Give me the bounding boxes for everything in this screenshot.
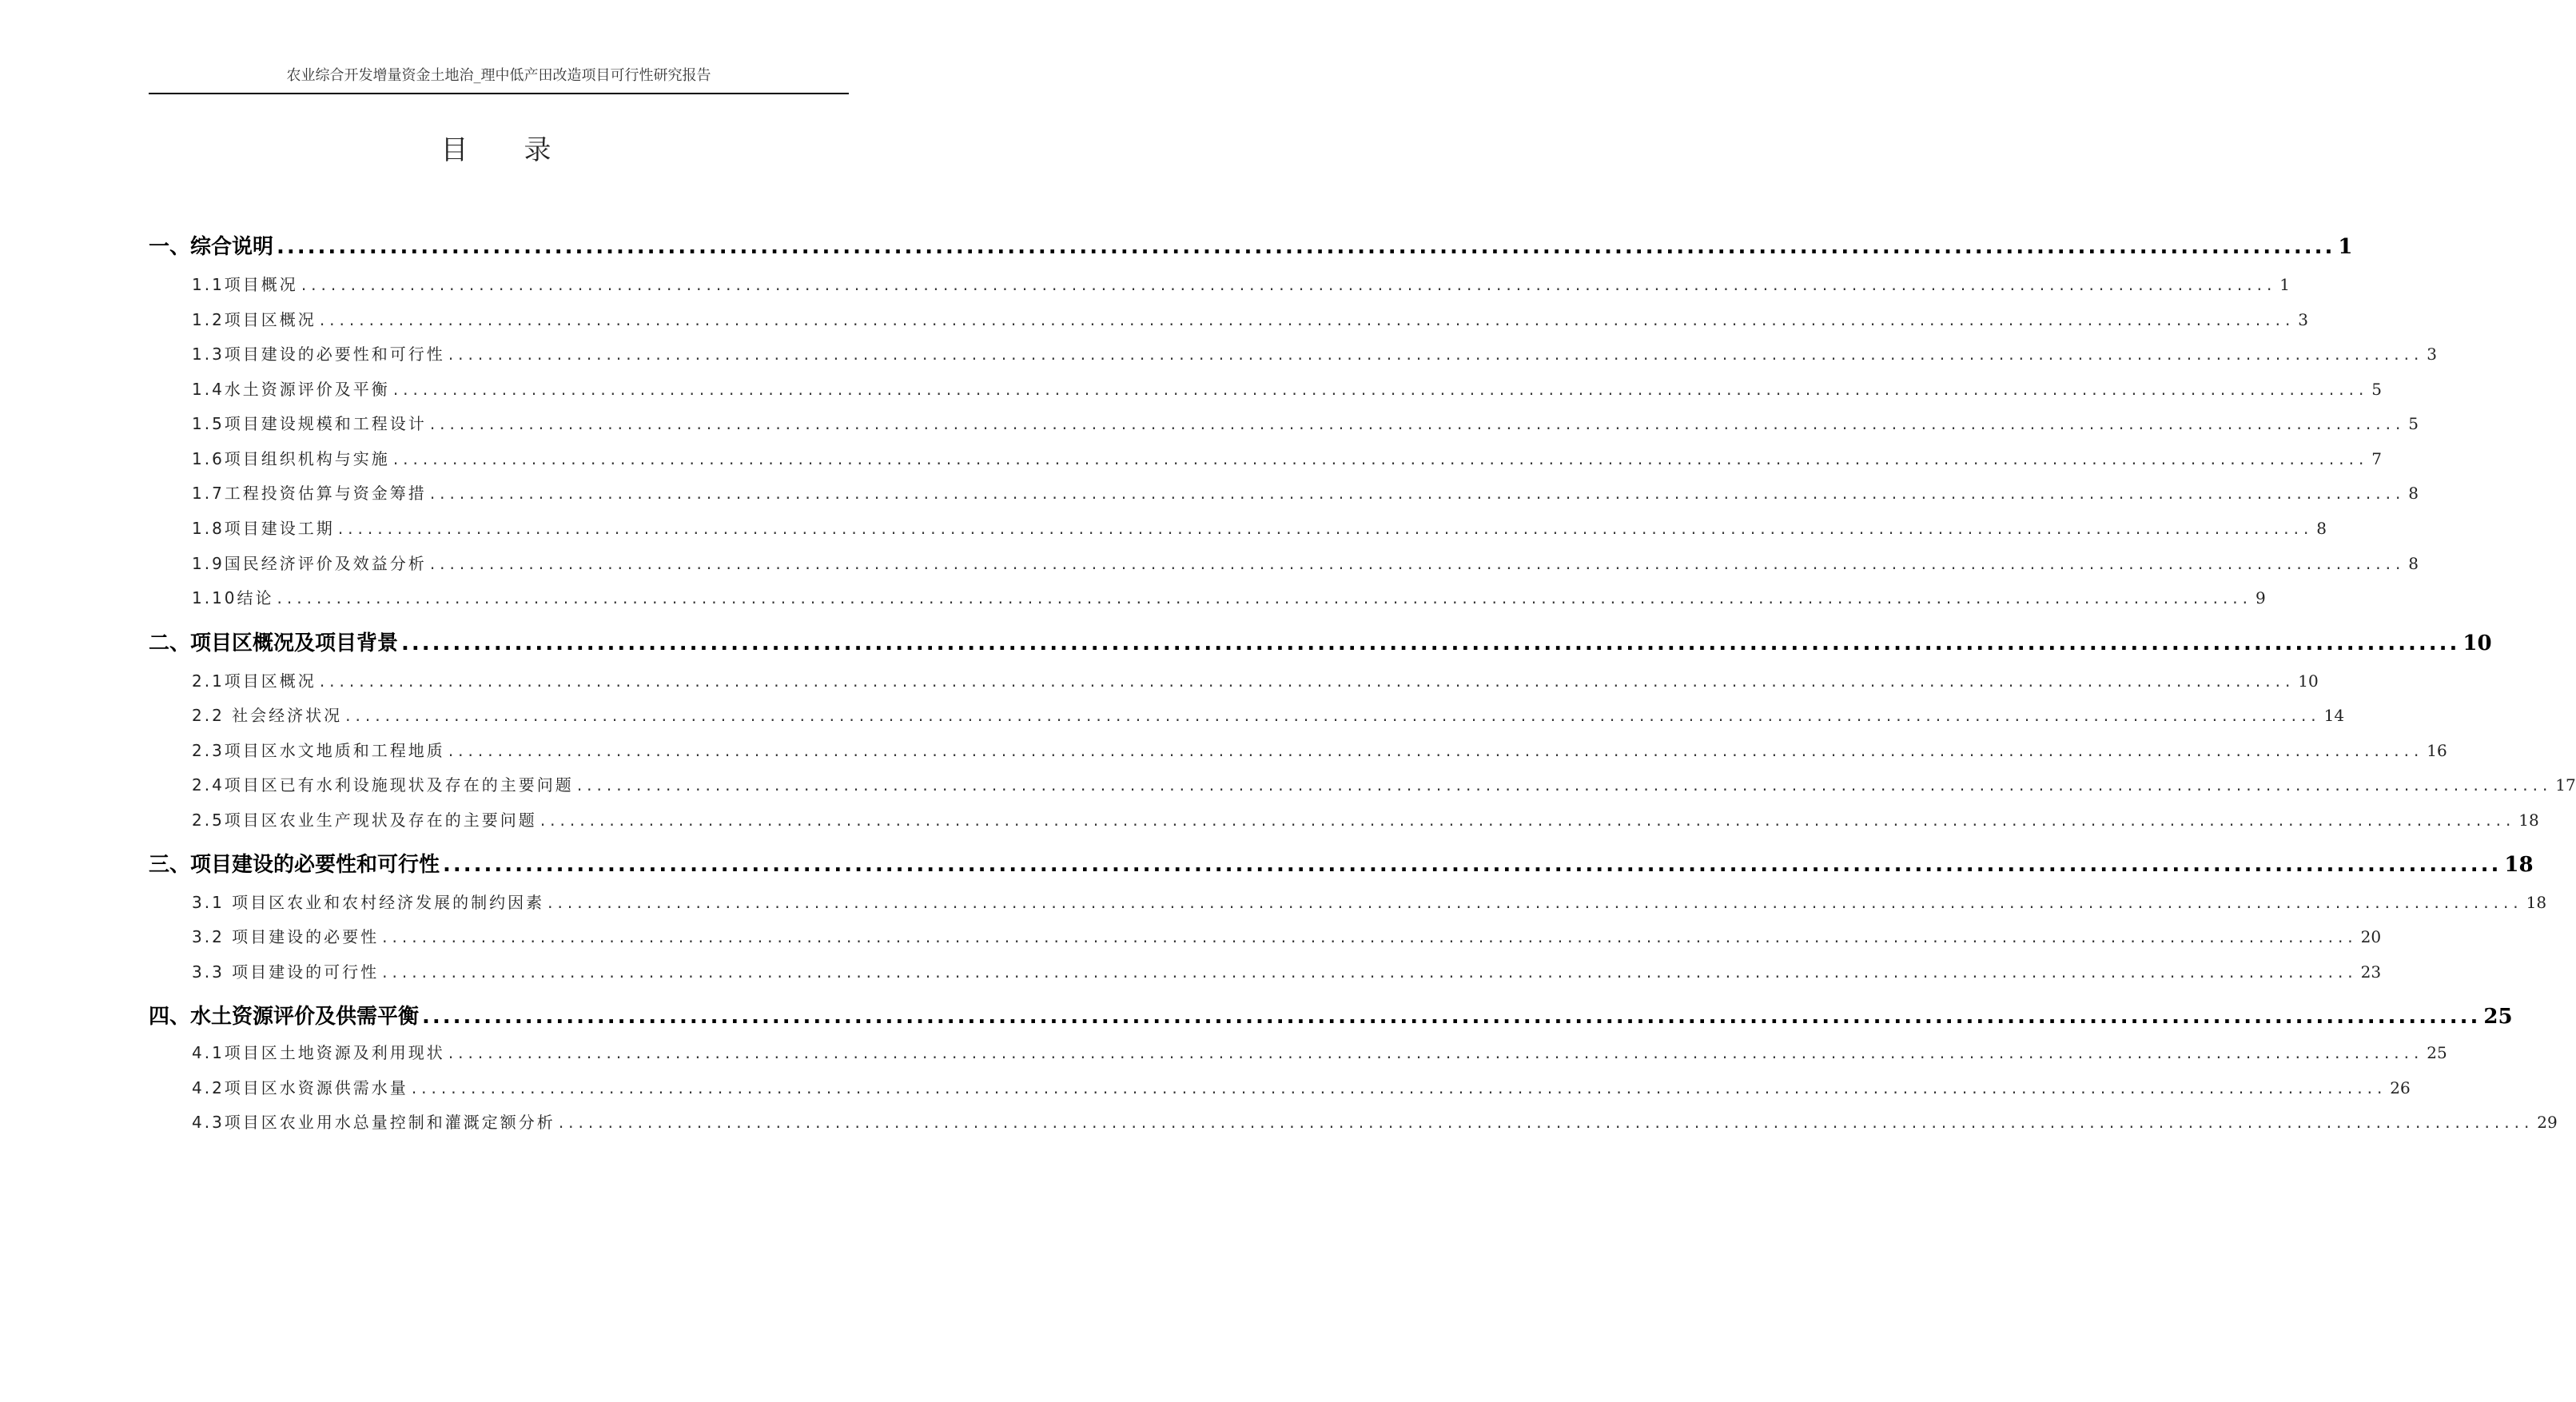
- toc-page-number: 7: [2371, 449, 2383, 468]
- toc-leader-dots: ........................................................................................................................................................................................................: [448, 345, 2424, 364]
- toc-page-number: 25: [2483, 1005, 2513, 1029]
- toc-leader-dots: ........................................................................................................................................................................................................: [429, 554, 2406, 573]
- toc-chapter-entry[interactable]: [149, 1000, 2513, 1030]
- toc-leader-dots: ........................................................................................................................................................................................................: [539, 811, 2516, 830]
- toc-page-number: 9: [2255, 588, 2266, 607]
- toc-entry-label: 1.8项目建设工期: [192, 519, 335, 538]
- toc-page-number: 8: [2316, 519, 2327, 538]
- toc-entry-label: 4.1项目区土地资源及利用现状: [192, 1043, 445, 1062]
- toc-entry-label: 1.3项目建设的必要性和可行性: [192, 345, 445, 364]
- toc-leader-dots: ........................................................................................................................................................................................................: [345, 706, 2321, 725]
- toc-entry-label: 二、项目区概况及项目背景: [149, 631, 399, 655]
- toc-leader-dots: ........................................................................................................................................................................................................: [319, 671, 2295, 691]
- toc-section-entry[interactable]: [149, 772, 2576, 795]
- toc-page-number: 8: [2408, 554, 2419, 573]
- toc-leader-dots: ........................................................................................................................................................................................................: [401, 631, 2460, 655]
- toc-entry-label: 2.2 社会经济状况: [192, 706, 343, 725]
- toc-leader-dots: ........................................................................................................................................................................................................: [558, 1113, 2534, 1132]
- toc-entry-label: 3.3 项目建设的可行性: [192, 962, 380, 982]
- toc-leader-dots: ........................................................................................................................................................................................................: [382, 962, 2358, 982]
- toc-entry-label: 3.1 项目区农业和农村经济发展的制约因素: [192, 893, 545, 912]
- toc-page-number: 3: [2298, 310, 2309, 329]
- toc-leader-dots: ........................................................................................................................................................................................................: [422, 1005, 2481, 1029]
- toc-section-entry[interactable]: [149, 668, 2319, 691]
- toc-leader-dots: ........................................................................................................................................................................................................: [448, 741, 2424, 760]
- toc-page-number: 5: [2371, 380, 2383, 399]
- toc-leader-dots: ........................................................................................................................................................................................................: [443, 853, 2502, 877]
- toc-leader-dots: ........................................................................................................................................................................................................: [277, 588, 2253, 607]
- toc-chapter-entry[interactable]: [149, 230, 2353, 260]
- toc-page-number: 5: [2408, 414, 2419, 433]
- toc-leader-dots: ........................................................................................................................................................................................................: [576, 775, 2553, 795]
- toc-section-entry[interactable]: [149, 1040, 2447, 1063]
- toc-page-number: 10: [2463, 631, 2492, 655]
- toc-leader-dots: ........................................................................................................................................................................................................: [547, 893, 2523, 912]
- toc-section-entry[interactable]: [149, 959, 2382, 982]
- toc-entry-label: 4.3项目区农业用水总量控制和灌溉定额分析: [192, 1113, 555, 1132]
- toc-page-number: 1: [2338, 235, 2353, 259]
- toc-leader-dots: ........................................................................................................................................................................................................: [429, 484, 2406, 503]
- toc-entry-label: 1.2项目区概况: [192, 310, 317, 329]
- toc-page-number: 1: [2279, 275, 2291, 294]
- toc-section-entry[interactable]: [149, 272, 2291, 295]
- toc-leader-dots: ........................................................................................................................................................................................................: [392, 449, 2369, 468]
- toc-entry-label: 1.10结论: [192, 588, 274, 607]
- toc-section-entry[interactable]: [149, 307, 2309, 330]
- toc-section-entry[interactable]: [149, 807, 2539, 830]
- toc-page-number: 18: [2518, 811, 2539, 830]
- toc-section-entry[interactable]: [149, 924, 2382, 947]
- toc-page-number: 25: [2427, 1043, 2447, 1062]
- toc-page-number: 26: [2390, 1078, 2411, 1097]
- toc-section-entry[interactable]: [149, 1075, 2411, 1098]
- toc-leader-dots: ........................................................................................................................................................................................................: [411, 1078, 2387, 1097]
- toc-page-number: 23: [2360, 962, 2382, 982]
- toc-page-number: 17: [2555, 775, 2576, 795]
- toc-entry-label: 1.1项目概况: [192, 275, 298, 294]
- toc-entry-label: 四、水土资源评价及供需平衡: [149, 1005, 420, 1029]
- toc-section-entry[interactable]: [149, 480, 2419, 504]
- toc-page-number: 10: [2298, 671, 2319, 691]
- toc-entry-label: 2.1项目区概况: [192, 671, 317, 691]
- toc-leader-dots: ........................................................................................................................................................................................................: [319, 310, 2295, 329]
- toc-page-number: 18: [2526, 893, 2547, 912]
- toc-chapter-entry[interactable]: [149, 627, 2492, 656]
- toc-entry-label: 三、项目建设的必要性和可行性: [149, 853, 440, 877]
- toc-section-entry[interactable]: [149, 411, 2419, 434]
- toc-leader-dots: ........................................................................................................................................................................................................: [382, 927, 2358, 946]
- toc-section-entry[interactable]: [149, 585, 2266, 608]
- toc-page-number: 20: [2360, 927, 2382, 946]
- toc-section-entry[interactable]: [149, 1109, 2558, 1133]
- toc-leader-dots: ........................................................................................................................................................................................................: [277, 235, 2335, 259]
- toc-section-entry[interactable]: [149, 516, 2327, 539]
- toc-section-entry[interactable]: [149, 551, 2419, 574]
- toc-page-number: 29: [2537, 1113, 2558, 1132]
- toc-section-entry[interactable]: [149, 341, 2438, 364]
- toc-entry-label: 2.3项目区水文地质和工程地质: [192, 741, 445, 760]
- toc-entry-label: 1.6项目组织机构与实施: [192, 449, 390, 468]
- toc-chapter-entry[interactable]: [149, 848, 2534, 878]
- toc-entry-label: 一、综合说明: [149, 235, 274, 259]
- toc-page-number: 8: [2408, 484, 2419, 503]
- toc-entry-label: 1.9国民经济评价及效益分析: [192, 554, 427, 573]
- toc-entry-label: 4.2项目区水资源供需水量: [192, 1078, 408, 1097]
- toc-page-number: 18: [2504, 853, 2534, 877]
- toc-entry-label: 2.4项目区已有水利设施现状及存在的主要问题: [192, 775, 574, 795]
- toc-leader-dots: ........................................................................................................................................................................................................: [448, 1043, 2424, 1062]
- toc-leader-dots: ........................................................................................................................................................................................................: [392, 380, 2369, 399]
- toc-entry-label: 2.5项目区农业生产现状及存在的主要问题: [192, 811, 537, 830]
- page-title: 目录: [440, 134, 607, 166]
- toc-entry-label: 1.5项目建设规模和工程设计: [192, 414, 427, 433]
- toc-section-entry[interactable]: [149, 446, 2383, 469]
- toc-section-entry[interactable]: [149, 376, 2383, 400]
- toc-leader-dots: ........................................................................................................................................................................................................: [337, 519, 2314, 538]
- toc-page-number: 3: [2427, 345, 2438, 364]
- toc-leader-dots: ........................................................................................................................................................................................................: [429, 414, 2406, 433]
- page-header: 农业综合开发增量资金土地治_理中低产田改造项目可行性研究报告: [149, 67, 849, 94]
- toc-section-entry[interactable]: [149, 738, 2447, 761]
- toc-entry-label: 1.4水土资源评价及平衡: [192, 380, 390, 399]
- toc-entry-label: 1.7工程投资估算与资金筹措: [192, 484, 427, 503]
- toc-leader-dots: ........................................................................................................................................................................................................: [301, 275, 2277, 294]
- toc-section-entry[interactable]: [149, 890, 2547, 913]
- toc-page-number: 16: [2427, 741, 2447, 760]
- toc-page-number: 14: [2323, 706, 2345, 725]
- toc-entry-label: 3.2 项目建设的必要性: [192, 927, 380, 946]
- toc-section-entry[interactable]: [149, 703, 2345, 726]
